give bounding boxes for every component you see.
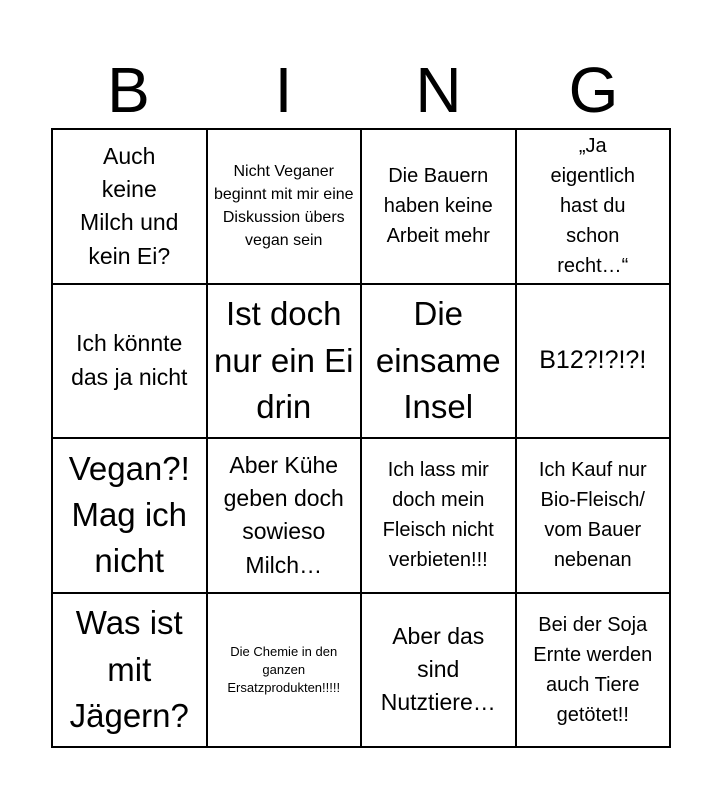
bingo-cell[interactable] (362, 130, 517, 285)
bingo-cell[interactable] (362, 439, 517, 594)
bingo-cell-text: Ich lass mir doch mein Fleisch nicht verbieten!!! (382, 459, 494, 572)
bingo-cell-text: Vegan?! Mag ich nicht (68, 449, 190, 580)
header-letter-b: B (107, 54, 150, 126)
bingo-cell-text: Nicht Veganer beginnt mit mir eine Diskussion übers vegan sein (213, 162, 354, 250)
bingo-cell[interactable] (53, 439, 208, 594)
bingo-cell-text: Ist doch nur ein Ei drin (214, 295, 354, 425)
header-letter-i: I (274, 54, 293, 126)
bingo-cell-text: Ich könnte das ja nicht (71, 330, 188, 390)
bingo-cell[interactable] (517, 439, 672, 594)
bingo-cell[interactable] (208, 594, 363, 749)
bingo-cell-text: Die Bauern haben keine Arbeit mehr (383, 165, 493, 248)
bingo-cell[interactable] (53, 594, 208, 749)
bingo-cell[interactable] (53, 130, 208, 285)
bingo-cell-text: B12?!?!?! (539, 346, 647, 375)
bingo-cell[interactable] (362, 285, 517, 440)
bingo-cell[interactable] (208, 439, 363, 594)
bingo-cell[interactable] (208, 130, 363, 285)
bingo-cell[interactable] (517, 594, 672, 749)
bingo-cell-text: Bei der Soja Ernte werden auch Tiere getötet!! (533, 613, 653, 726)
bingo-cell-text: Die einsame Insel (375, 295, 501, 425)
bingo-cell[interactable] (208, 285, 363, 440)
bingo-cell-text: „Ja eigentlich hast du schon recht…“ (550, 135, 635, 278)
bingo-cell[interactable] (53, 285, 208, 440)
bingo-cell-text: Auch keine Milch und kein Ei? (80, 142, 179, 269)
bingo-cell[interactable] (517, 285, 672, 440)
bingo-cell-text: Aber das sind Nutztiere… (380, 622, 496, 716)
header-letter-g: G (568, 54, 619, 126)
bingo-cell[interactable] (517, 130, 672, 285)
bingo-cell-text: Ich Kauf nur Bio-Fleisch/ vom Bauer nebenan (538, 459, 647, 572)
bingo-cell[interactable] (362, 594, 517, 749)
bingo-cell-text: Aber Kühe geben doch sowieso Milch… (223, 451, 344, 578)
bingo-header (51, 52, 671, 128)
bingo-cell-text: Die Chemie in den ganzen Ersatzprodukten!!!!! (227, 644, 341, 695)
header-letter-n: N (415, 54, 462, 126)
bingo-grid (51, 128, 671, 748)
bingo-cell-text: Was ist mit Jägern? (69, 604, 189, 734)
